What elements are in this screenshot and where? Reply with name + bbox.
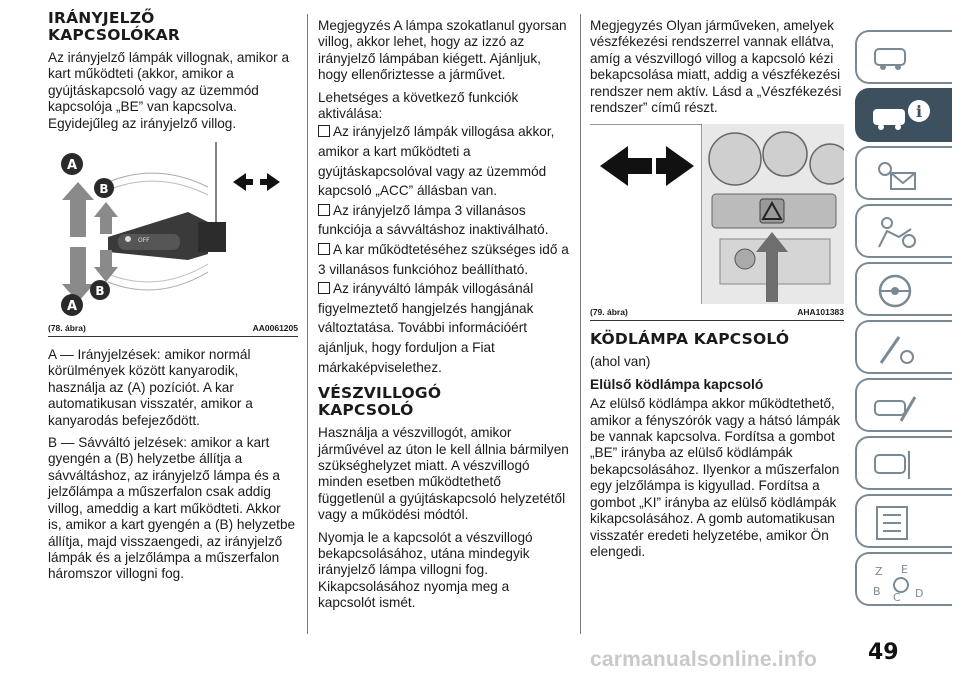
svg-text:OFF: OFF [138,237,150,245]
paragraph: Használja a vészvillogót, amikor járművével az úton le kell állnia bármilyen szükséghelyzet miatt. A vészvillogó minden esetben működtethető függetlenül a gyújtáskapcsoló helyzetétől vagy a működési módtól. [318,425,569,523]
car-wrench-icon [871,387,921,427]
steering-wheel-icon [871,271,921,311]
list-item: Az irányjelző lámpák villogása akkor, amikor a kart működteti a gyújtáskapcsolóval vagy az üzemmód kapcsoló „ACC” állásban van. [318,124,555,199]
column-middle [318,18,570,612]
heading-line: KAPCSOLÓ [318,401,414,420]
label-a-top: A [66,158,78,174]
alphabet-index-icon [871,561,931,603]
turn-signal-lever-illustration [48,142,298,322]
car-specs-icon [871,445,921,485]
svg-text:Z: Z [875,565,883,578]
subheading: Elülső ködlámpa kapcsoló [590,376,764,392]
svg-text:i: i [915,102,923,121]
section-heading-hazard [318,385,570,419]
tab-index[interactable] [855,552,952,606]
figure-79 [590,124,844,321]
heading-line: KAPCSOLÓKAR [48,26,181,44]
column-divider [580,14,581,634]
tab-car-info[interactable] [855,88,952,142]
paragraph: Az irányjelző lámpák villognak, amikor a kart működteti (akkor, amikor a gyújtáskapcsoló vagy az üzemmód kapcsolója „BE” van kapcsolva. Egyidejűleg az irányjelző villog. [48,50,290,131]
column-left [48,10,298,583]
down-arrow-icon [62,247,94,302]
paragraph: Az elülső ködlámpa akkor működtethető, amikor a fényszórók vagy a hátsó lámpák be vannak kapcsolva. Fordítsa a gombot „BE” irányba az elülső ködlámpák bekapcsolásához. Ilyenkor a műszerfalon egy jelzőlámpa is kigyullad. Fordítsa a gombot „KI” irányba az elülső ködlámpák kikapcsolásához. A gomb automatikusan visszatér eredeti helyzetébe, amikor Ön elengedi. [590,396,841,559]
tab-dashboard[interactable] [855,30,952,84]
hazard-switch-illustration [590,124,844,304]
tab-maintenance[interactable] [855,378,952,432]
section-heading-turn-signal [48,10,298,44]
section-heading-fog-lamp: KÖDLÁMPA KAPCSOLÓ [590,330,790,349]
left-arrow-icon [600,146,652,186]
heading-line: VÉSZVILLOGÓ [318,384,442,403]
lights-mail-icon [871,155,921,195]
tab-emergency[interactable] [855,320,952,374]
note: Megjegyzés Olyan járműveken, amelyek vészfékezési rendszerrel vannak ellátva, amíg a vészvillogó villog a kapcsoló kézi bekapcsolása miatt, addig a vészfékezési rendszer nem aktív. Lásd a „Vészfékezési rendszer” című részt. [590,18,842,116]
checkbox-icon [318,282,330,294]
tab-safety[interactable] [855,204,952,258]
svg-text:D: D [915,587,924,600]
paragraph: Lehetséges a következő funkciók aktiválása: [318,89,519,122]
figure-78 [48,142,298,337]
tab-multimedia[interactable] [855,494,952,548]
car-info-icon [871,97,931,133]
svg-text:E: E [901,563,908,576]
checkbox-icon [318,204,330,216]
note: Megjegyzés A lámpa szokatlanul gyorsan villog, akkor lehet, hogy az izzó az irányjelző lámpában kiégett. Ajánljuk, hogy ellenőriztesse a járművet. [318,18,567,83]
tab-driving[interactable] [855,262,952,316]
function-list [318,122,570,377]
label-b-bottom: B [95,284,105,299]
page-number: 49 [868,640,899,665]
right-arrow-icon [656,146,694,186]
paragraph: Nyomja le a kapcsolót a vészvillogó bekapcsolásához, utána mindegyik irányjelző lámpa villogni fog. Kikapcsolásához nyomja meg a kapcsolót ismét. [318,529,533,611]
list-item: A kar működtetéséhez szükséges idő a 3 villanásos funkcióhoz beállítható. [318,242,569,277]
up-arrow-icon [62,182,94,237]
figure-code: AHA101383 [797,307,844,318]
list-item: Az irányváltó lámpák villogásánál figyelmeztető hangjelzés hangjának változtatása. További információért ajánljuk, hogy forduljon a Fiat márkaképviselethez. [318,281,534,375]
svg-text:B: B [873,585,881,598]
figure-caption: (79. ábra) [590,307,628,318]
tab-lights[interactable] [855,146,952,200]
list-item: Az irányjelző lámpa 3 villanásos funkciója a sávváltáshoz inaktiválható. [318,202,549,238]
checkbox-icon [318,125,330,137]
label-a-bottom: A [66,299,78,315]
figure-code: AA0061205 [252,323,298,334]
column-divider [307,14,308,634]
figure-caption: (78. ábra) [48,323,86,334]
list-icon [871,503,921,543]
tools-icon [871,329,921,369]
optional-note: (ahol van) [590,354,651,370]
paragraph: A — Irányjelzések: amikor normál körülmények között kanyarodik, használja az (A) pozíciót. A kar automatikusan visszatér, amikor a kanyarodás befejeződött. [48,347,253,428]
checkbox-icon [318,243,330,255]
airbag-person-icon [871,213,921,253]
tab-specs[interactable] [855,436,952,490]
svg-text:C: C [893,591,901,603]
car-dashboard-icon [871,39,911,75]
watermark: carmanualsonline.info [590,648,818,671]
paragraph: B — Sávváltó jelzések: amikor a kart gyengén a (B) helyzetbe állítja a sávváltáshoz, az irányjelző lámpa és a jelzőlámpa a műszerfalon csak addig villog, ameddig a kart működteti. Akkor is, amikor a kart gyengén a (B) helyzetbe állítja, majd visszaengedi, az irányjelző lámpák és a jelzőlámpa a műszerfalon háromszor villogni fog. [48,435,296,582]
label-b-top: B [99,182,109,197]
down-arrow-icon [94,250,118,282]
column-right [590,18,844,560]
heading-line: IRÁNYJELZŐ [48,9,155,27]
right-arrow-icon [260,173,280,191]
up-arrow-icon [94,202,118,234]
left-arrow-icon [233,173,253,191]
